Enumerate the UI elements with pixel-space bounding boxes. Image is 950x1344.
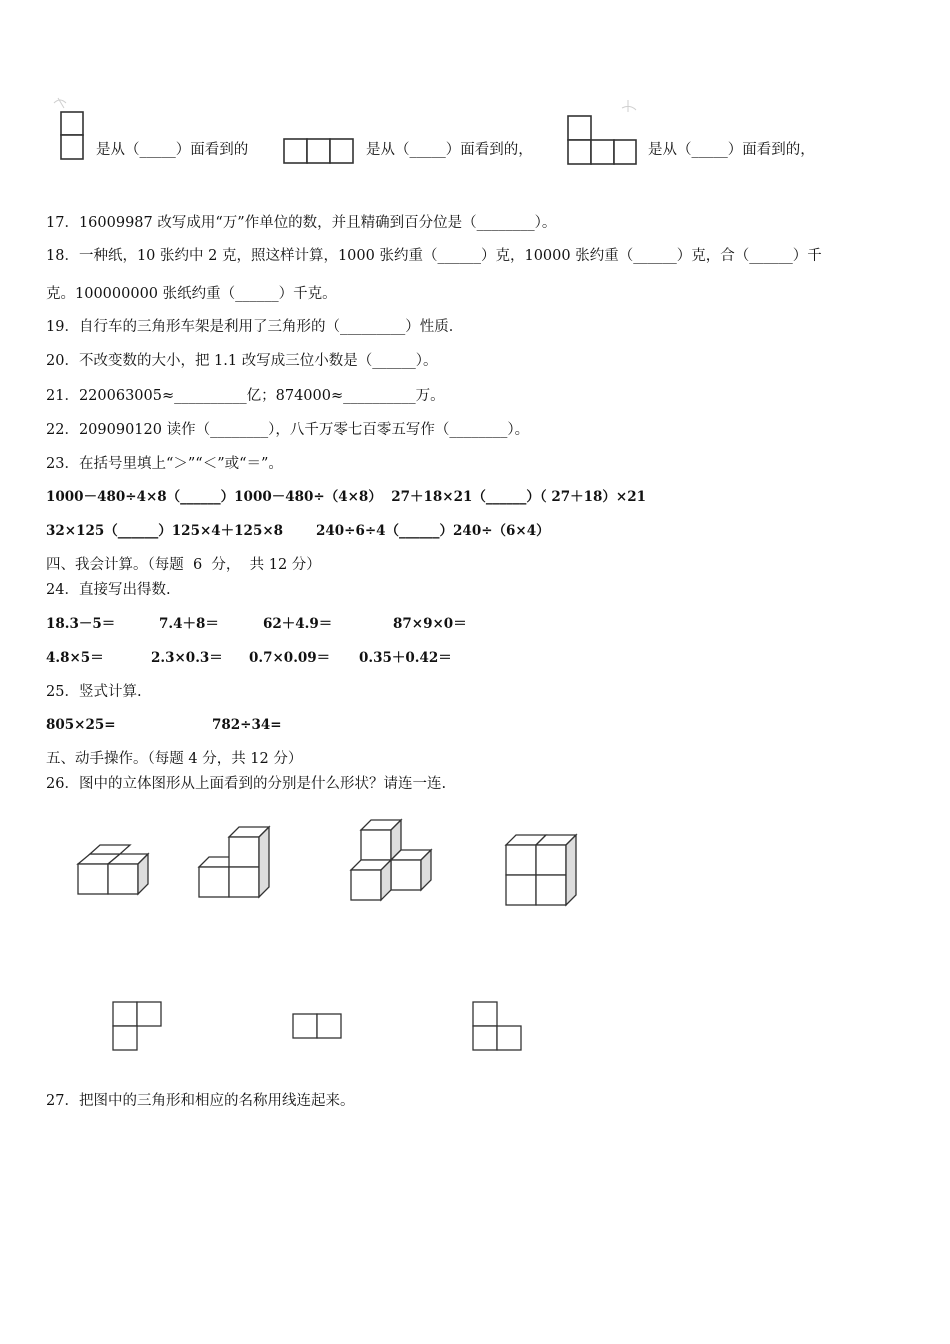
top-view-1 (113, 1002, 161, 1050)
calc-item: 7.4＋8＝ (159, 616, 219, 632)
question-24: 24．直接写出得数. (46, 582, 171, 598)
top-view-2 (293, 1014, 341, 1038)
q16-text-1: 是从（_____）面看到的 (96, 142, 249, 158)
q16-text-3: 是从（_____）面看到的， (648, 142, 815, 158)
section-5-heading: 五、动手操作。（每题 4 分，共 12 分） (46, 751, 303, 767)
solid-figure-4 (506, 835, 576, 905)
vertical-calc-item: 782÷34= (212, 717, 282, 733)
question-18-line1: 18．一种纸，10 张约中 2 克，照这样计算，1000 张约重（______）克，10000 张约重（______）克，合（______）千 (46, 248, 822, 264)
question-22: 22．209090120 读作（________），八千万零七百零五写作（________）。 (46, 422, 530, 438)
question-23-row1: 1000－480÷4×8（______）1000－480÷（4×8） 27＋18×21（______）（ 27＋18）×21 (46, 489, 647, 505)
q16-text-2: 是从（_____）面看到的， (366, 142, 533, 158)
section-4-heading: 四、我会计算。（每题 6 分， 共 12 分） (46, 557, 321, 573)
solid-figure-3 (351, 820, 431, 900)
calc-item: 4.8×5＝ (46, 650, 104, 666)
view-figure-l (568, 116, 636, 164)
question-21: 21．220063005≈__________亿；874000≈__________万。 (46, 388, 445, 404)
calc-item: 2.3×0.3＝ (151, 650, 223, 666)
question-17: 17．16009987 改写成用“万”作单位的数，并且精确到百分位是（________）。 (46, 215, 557, 231)
calc-item: 18.3－5＝ (46, 616, 116, 632)
calc-item: 0.7×0.09＝ (249, 650, 331, 666)
question-19: 19．自行车的三角形车架是利用了三角形的（_________）性质． (46, 319, 464, 335)
question-23: 23．在括号里填上“＞”“＜”或“＝”。 (46, 456, 283, 472)
calc-item: 87×9×0＝ (393, 616, 467, 632)
vertical-calc-item: 805×25= (46, 717, 116, 733)
calc-item: 62＋4.9＝ (263, 616, 333, 632)
question-18-line2: 克。100000000 张纸约重（______）千克。 (46, 286, 337, 302)
question-20: 20．不改变数的大小，把 1.1 改写成三位小数是（______）。 (46, 353, 438, 369)
top-view-3 (473, 1002, 521, 1050)
solid-figure-1 (78, 845, 148, 894)
question-26: 26．图中的立体图形从上面看到的分别是什么形状？请连一连. (46, 776, 447, 792)
view-figure-tall (61, 112, 83, 159)
question-25: 25．竖式计算. (46, 684, 142, 700)
view-figure-row (284, 139, 353, 163)
calc-item: 0.35＋0.42＝ (359, 650, 452, 666)
question-27: 27．把图中的三角形和相应的名称用线连起来。 (46, 1093, 355, 1109)
question-23-row2: 32×125（______）125×4＋125×8 240÷6÷4（______）240÷（6×4） (46, 523, 550, 539)
solid-figure-2 (199, 827, 269, 897)
